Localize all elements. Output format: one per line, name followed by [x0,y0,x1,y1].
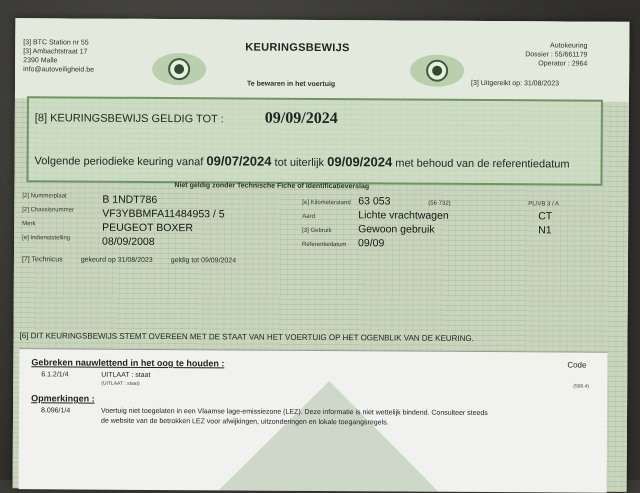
field-label: [e] Indienststelling [22,235,71,242]
vehicle-type: Lichte vrachtwagen [358,209,449,222]
inspection-certificate [13,18,630,492]
field-label: [2] Chassisnummer [22,207,74,214]
remarks-heading: Opmerkingen : [31,393,95,404]
vehicle-left-column [22,193,312,251]
validity-label: [8] KEURINGSBEWIJS GELDIG TOT : [34,112,224,126]
document-subtitle: Te bewaren in het voertuig [247,80,336,89]
code-header: PL/VB 3 / A [528,201,560,208]
valid-until: geldig tot 09/09/2024 [170,257,237,265]
vehicle-row [22,235,312,251]
station-line: [3] BTC Station nr 55 [23,39,89,47]
next-inspection-text: met behoud van de referentiedatum [395,157,570,171]
mileage: 63 053 [358,195,391,208]
conformity-statement: [6] DIT KEURINGSBEWIJS STEMT OVEREEN MET DE STAAT VAN HET VOERTUIG OP HET OGENBLIK VAN DE KEURING. [19,331,474,343]
dossier-number: Dossier : 55/661179 [525,51,588,59]
station-line: 2390 Malle [23,57,58,65]
next-inspection-line [35,152,570,170]
next-inspection-text: Volgende periodieke keuring vanaf [34,155,204,169]
field-label: Referentiedatum [302,241,347,249]
remark-code: 8.096/1/4 [41,407,71,415]
remark-text: de website van de betrokken LEZ voor afwijkingen, uitzonderingen en lokale toegangsregels. [100,417,389,427]
chassis-number: VF3YBBMFA11484953 / 5 [102,207,225,221]
station-info [23,38,94,74]
vehicle-type-code: CT [538,210,553,223]
defect-subtext: (UITLAAT : staat) [101,380,140,387]
inspected-on: gekeurd op 31/08/2023 [80,256,153,264]
field-label: Merk [22,221,36,228]
document-title: KEURINGSBEWIJS [245,41,350,55]
next-inspection-from: 09/07/2024 [206,153,272,169]
dossier-info [525,41,587,68]
vehicle-right-column [302,195,602,253]
validity-notice: Niet geldig zonder Technische Fiche of Identificatieverslag [174,182,370,191]
next-inspection-text: tot uiterlijk [274,156,325,170]
issue-date: [3] Uitgereikt op: 31/08/2023 [471,79,560,88]
header-right-line: Autokeuring [550,42,588,50]
defect-text: UITLAAT : staat [101,371,151,379]
watermark-triangle [219,380,440,491]
vehicle-use: Gewoon gebruik [358,223,435,236]
operator-number: Operator : 2964 [538,60,588,68]
defect-reference: (506.4) [573,383,590,390]
station-email: info@autoveiligheid.be [23,66,95,74]
next-inspection-to: 09/09/2024 [327,154,393,170]
validity-date: 09/09/2024 [264,109,338,128]
mileage-previous: (56 732) [428,200,451,207]
vehicle-row [302,237,602,253]
code-column-header: Code [567,360,587,370]
field-label: [3] Gebruik [302,227,332,235]
defects-section [19,348,608,493]
license-plate: B 1NDT786 [102,193,158,206]
technician-label: [7] Technicus [21,256,63,264]
eye-logo-left [150,49,208,89]
field-label: Aard [302,213,315,220]
field-label: [e] Kilometerstand [302,199,351,207]
remark-text: Voertuig niet toegelaten in een Vlaamse lage-emissiezone (LEZ). Deze informatie is niet wettelijk bindend. Consulteer steeds [101,407,488,418]
field-label: [2] Nummerplaat [22,193,67,200]
validity-box [26,96,603,186]
defect-code: 6.1.2/1/4 [41,371,69,379]
vehicle-use-code: N1 [538,224,552,237]
station-line: [3] Ambachtstraat 17 [23,48,88,56]
vehicle-make: PEUGEOT BOXER [102,221,194,235]
eye-logo-right [408,51,466,91]
reference-date: 09/09 [358,237,385,250]
first-registration: 08/09/2008 [102,235,155,248]
defects-heading: Gebreken nauwlettend in het oog te houden : [31,357,225,369]
